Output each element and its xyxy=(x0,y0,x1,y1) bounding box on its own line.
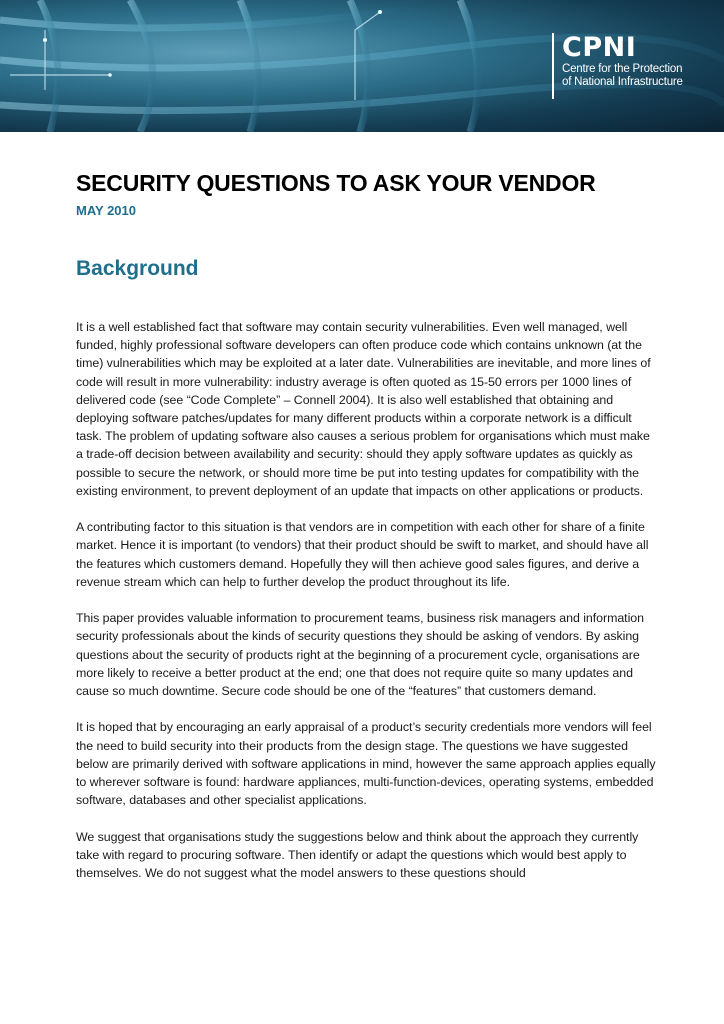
logo-subtitle-line-2: of National Infrastructure xyxy=(562,76,683,88)
logo-wordmark: CPNI xyxy=(562,32,637,63)
paragraph-4: It is hoped that by encouraging an early appraisal of a product’s security credentials more vendors will feel the need to build security into their products from the design stage. The questions we have suggested below are primarily derived with software applications in mind, however the same approach applies equally to wherever software is found: hardware appliances, multi-function-devices, operating systems, embedded software, databases and other specialist applications. xyxy=(76,720,656,808)
header-banner xyxy=(0,0,724,132)
section-heading-background: Background xyxy=(76,257,199,280)
paragraph-3: This paper provides valuable information to procurement teams, business risk managers and information security professionals about the kinds of security questions they should be asking of vendors. By asking questions about the security of products right at the beginning of a procurement cycle, organisations are more likely to receive a better product at the end; one that does not require quite so many updates and cause so much downtime. Secure code should be one of the “features” that customers demand. xyxy=(76,611,644,699)
paragraph-1: It is a well established fact that software may contain security vulnerabilities. Even well managed, well funded, highly professional software developers can often produce code which contains unknown (at the time) vulnerabilities which may be exploited at a later date. Vulnerabilities are inevitable, and more lines of code will result in more vulnerability: industry average is often quoted as 15-50 errors per 1000 lines of delivered code (see “Code Complete” – Connell 2004). It is also well established that obtaining and deploying software patches/updates for many different products within a corporate network is a difficult task. The problem of updating software also causes a serious problem for organisations which must make a trade-off decision between availability and security: should they apply software updates as quickly as possible to secure the network, or should more time be put into testing updates for compatibility with the existing environment, to prevent deployment of an update that impacts on other applications or products. xyxy=(76,320,651,498)
cpni-logo xyxy=(552,33,712,99)
document-title: SECURITY QUESTIONS TO ASK YOUR VENDOR xyxy=(76,170,596,196)
paragraph-2: A contributing factor to this situation is that vendors are in competition with each other for share of a finite market. Hence it is important (to vendors) that their product should be swift to market, and should have all the features which customers demand. Hopefully they will then achieve good sales figures, and derive a revenue stream which can help to further develop the product throughout its life. xyxy=(76,520,649,589)
paragraph-5: We suggest that organisations study the suggestions below and think about the approach they currently take with regard to procuring software. Then identify or adapt the questions which would best apply to themselves. We do not suggest what the model answers to these questions should xyxy=(76,829,639,881)
logo-subtitle-line-1: Centre for the Protection xyxy=(562,63,683,75)
body-text xyxy=(76,318,656,900)
document-date: MAY 2010 xyxy=(76,203,136,218)
